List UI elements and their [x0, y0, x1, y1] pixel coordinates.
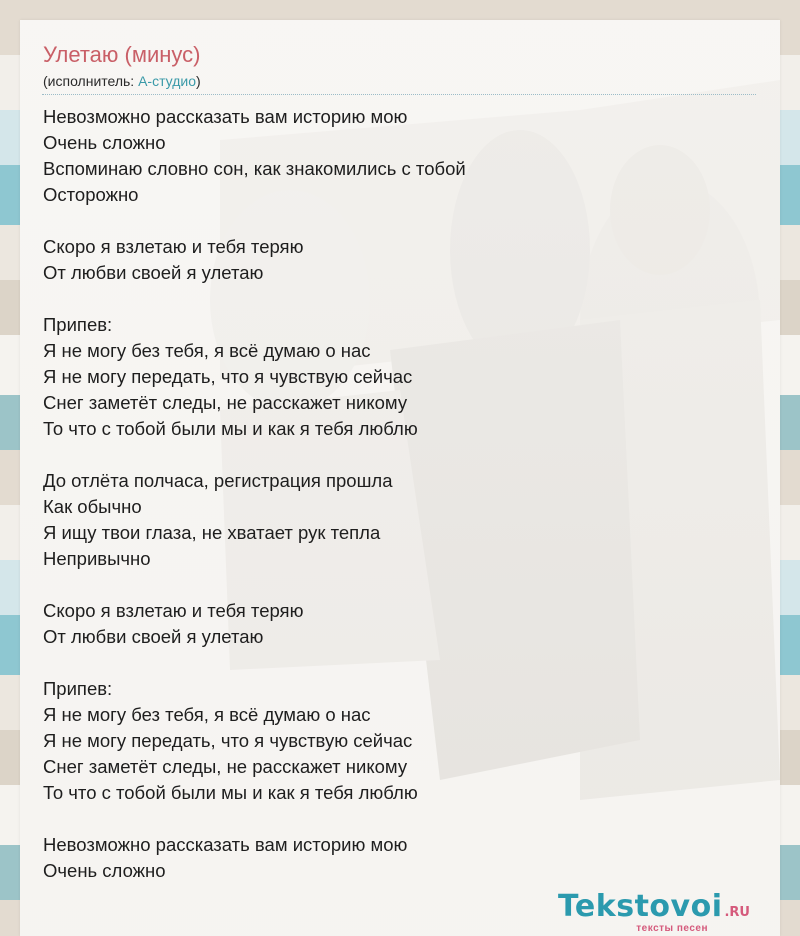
site-logo[interactable] — [540, 889, 750, 934]
lyric-line: Непривычно — [43, 548, 151, 569]
lyric-line: Припев: — [43, 314, 113, 335]
blank-line — [43, 806, 466, 832]
lyric-line: Я не могу передать, что я чувствую сейчас — [43, 730, 413, 751]
artist-link[interactable]: А-студио — [138, 73, 196, 89]
lyric-line: Осторожно — [43, 184, 139, 205]
blank-line — [43, 286, 466, 312]
lyric-line: Я ищу твои глаза, не хватает рук тепла — [43, 522, 381, 543]
lyric-line: От любви своей я улетаю — [43, 262, 264, 283]
song-title: Улетаю (минус) — [43, 42, 201, 67]
artist-prefix: (исполнитель: — [43, 73, 139, 89]
blank-line — [43, 442, 466, 468]
blank-line — [43, 650, 466, 676]
lyrics-text — [43, 104, 466, 884]
lyric-line: Я не могу без тебя, я всё думаю о нас — [43, 704, 371, 725]
lyric-line: Очень сложно — [43, 860, 166, 881]
logo-tagline: тексты песен — [636, 923, 708, 934]
title-divider — [42, 94, 756, 95]
logo-name: Tekstovoi — [557, 889, 723, 924]
artist-suffix: ) — [195, 73, 201, 89]
lyric-line: Очень сложно — [43, 132, 166, 153]
lyric-line: Невозможно рассказать вам историю мою — [43, 834, 408, 855]
lyric-line: Припев: — [43, 678, 113, 699]
lyric-line: То что с тобой были мы и как я тебя люблю — [43, 782, 418, 803]
lyric-line: Скоро я взлетаю и тебя теряю — [43, 600, 304, 621]
lyric-line: Невозможно рассказать вам историю мою — [43, 106, 408, 127]
lyrics-card — [20, 20, 780, 936]
lyric-line: До отлёта полчаса, регистрация прошла — [43, 470, 393, 491]
lyric-line: Снег заметёт следы, не расскажет никому — [43, 756, 408, 777]
artist-line — [43, 73, 201, 89]
lyric-line: Как обычно — [43, 496, 142, 517]
lyric-line: Скоро я взлетаю и тебя теряю — [43, 236, 304, 257]
lyric-line: Снег заметёт следы, не расскажет никому — [43, 392, 408, 413]
lyric-line: От любви своей я улетаю — [43, 626, 264, 647]
logo-tld: .RU — [724, 905, 750, 920]
blank-line — [43, 572, 466, 598]
lyric-line: Я не могу без тебя, я всё думаю о нас — [43, 340, 371, 361]
lyric-line: То что с тобой были мы и как я тебя люблю — [43, 418, 418, 439]
lyric-line: Вспоминаю словно сон, как знакомились с тобой — [43, 158, 466, 179]
blank-line — [43, 208, 466, 234]
lyric-line: Я не могу передать, что я чувствую сейчас — [43, 366, 413, 387]
